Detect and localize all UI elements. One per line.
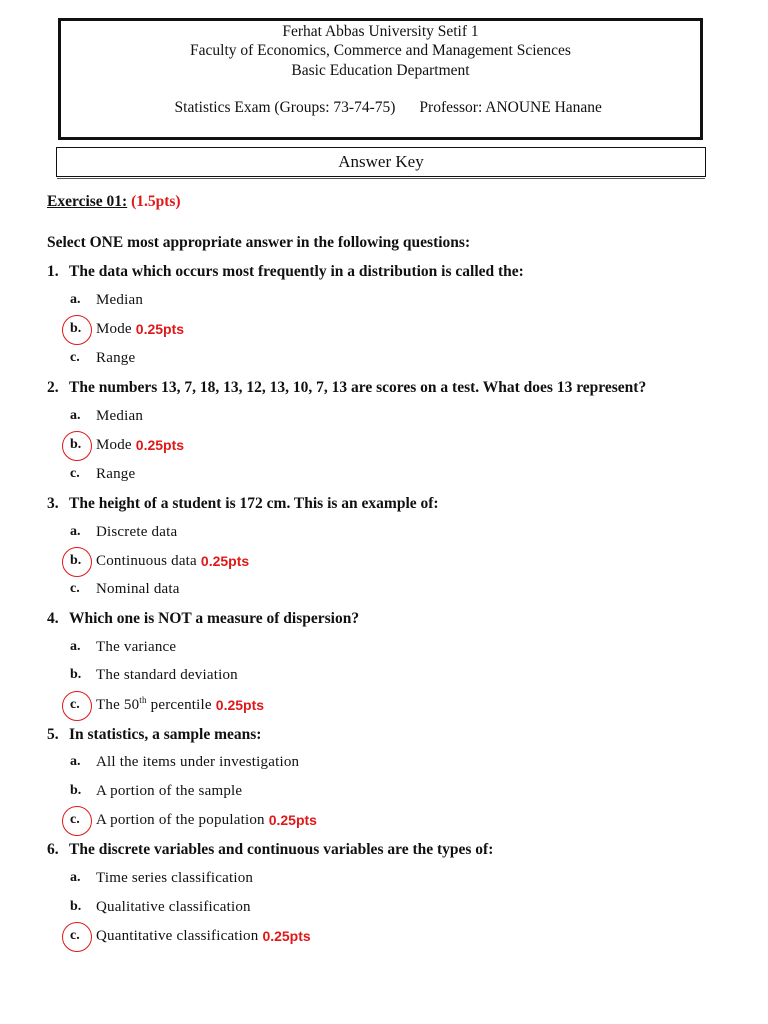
option-letter: a. <box>70 524 81 539</box>
faculty-name: Faculty of Economics, Commerce and Management Sciences <box>190 42 571 60</box>
answer-key-title: Answer Key <box>338 152 424 171</box>
option-points: 0.25pts <box>262 928 311 944</box>
option-1b <box>70 317 184 341</box>
option-letter: c. <box>70 812 80 827</box>
option-text: Median <box>96 407 144 424</box>
question-number: 5. <box>47 726 59 743</box>
option-text: Qualitative classification <box>96 898 251 915</box>
question-number: 4. <box>47 610 59 627</box>
question-text: The discrete variables and continuous variables are the types of: <box>69 841 494 858</box>
question-text: The data which occurs most frequently in a distribution is called the: <box>69 263 524 280</box>
option-3c <box>70 577 180 601</box>
option-4b <box>70 663 238 687</box>
option-5b <box>70 779 242 803</box>
option-letter: a. <box>70 408 81 423</box>
option-points: 0.25pts <box>135 321 185 337</box>
exam-info <box>159 81 602 135</box>
option-letter: a. <box>70 870 81 885</box>
question-5 <box>47 726 261 744</box>
question-text: Which one is NOT a measure of dispersion? <box>69 610 360 627</box>
option-letter: c. <box>70 350 80 365</box>
option-6a <box>70 866 253 890</box>
answer-key-banner <box>56 147 706 177</box>
exercise-heading <box>47 193 181 211</box>
option-text: The standard deviation <box>96 666 238 683</box>
question-number: 1. <box>47 263 59 280</box>
option-text: Time series classification <box>96 869 254 886</box>
exam-header <box>58 18 703 140</box>
university-name: Ferhat Abbas University Setif 1 <box>282 22 479 40</box>
question-number: 2. <box>47 379 59 396</box>
option-text: All the items under investigation <box>96 753 300 770</box>
option-text: The variance <box>96 638 177 655</box>
option-text: Discrete data <box>96 523 178 540</box>
option-4c <box>70 693 264 717</box>
question-text: In statistics, a sample means: <box>69 726 262 743</box>
option-text: Mode <box>96 320 132 337</box>
option-letter: c. <box>70 581 80 596</box>
option-6c <box>70 924 311 948</box>
option-2c <box>70 462 135 486</box>
option-2b <box>70 433 184 457</box>
option-letter: b. <box>70 437 82 452</box>
question-1 <box>47 263 524 281</box>
question-2 <box>47 379 646 397</box>
question-6 <box>47 841 493 859</box>
option-text: A portion of the sample <box>96 782 243 799</box>
option-2a <box>70 404 143 428</box>
question-text: The numbers 13, 7, 18, 13, 12, 13, 10, 7, 13 are scores on a test. What does 13 represent? <box>69 379 647 396</box>
option-3b <box>70 549 249 573</box>
option-5c <box>70 808 317 832</box>
question-number: 3. <box>47 495 59 512</box>
option-6b <box>70 895 251 919</box>
exercise-title: Exercise 01: <box>47 193 128 210</box>
question-4 <box>47 610 359 628</box>
question-3 <box>47 495 439 513</box>
option-points: 0.25pts <box>200 553 250 569</box>
exercise-instruction: Select ONE most appropriate answer in the following questions: <box>47 234 471 251</box>
option-text: Range <box>96 465 136 482</box>
question-number: 6. <box>47 841 59 858</box>
option-points: 0.25pts <box>135 437 185 453</box>
option-letter: c. <box>70 697 80 712</box>
option-letter: c. <box>70 466 80 481</box>
option-letter: b. <box>70 899 82 914</box>
option-points: 0.25pts <box>268 812 317 828</box>
option-letter: c. <box>70 928 80 943</box>
option-text: Quantitative classification <box>96 927 259 944</box>
option-1a <box>70 288 143 312</box>
question-text: The height of a student is 172 cm. This is an example of: <box>69 495 439 512</box>
option-5a <box>70 750 299 774</box>
option-points: 0.25pts <box>215 697 265 713</box>
option-text: Continuous data <box>96 552 197 569</box>
professor-name: Professor: ANOUNE Hanane <box>419 99 602 117</box>
department-name: Basic Education Department <box>291 61 470 79</box>
option-text: Nominal data <box>96 580 180 597</box>
option-letter: a. <box>70 639 81 654</box>
option-letter: b. <box>70 321 82 336</box>
option-letter: a. <box>70 754 81 769</box>
option-1c <box>70 346 135 370</box>
option-letter: a. <box>70 292 81 307</box>
option-letter: b. <box>70 553 82 568</box>
option-text: The 50th percentile <box>96 694 212 713</box>
option-3a <box>70 520 177 544</box>
exam-title: Statistics Exam (Groups: 73-74-75) <box>174 99 396 117</box>
option-letter: b. <box>70 667 82 682</box>
option-text: Mode <box>96 436 132 453</box>
option-text: Range <box>96 349 136 366</box>
option-4a <box>70 635 176 659</box>
exercise-points: (1.5pts) <box>131 193 181 210</box>
option-letter: b. <box>70 783 82 798</box>
option-text: A portion of the population <box>96 811 265 828</box>
option-text: Median <box>96 291 144 308</box>
